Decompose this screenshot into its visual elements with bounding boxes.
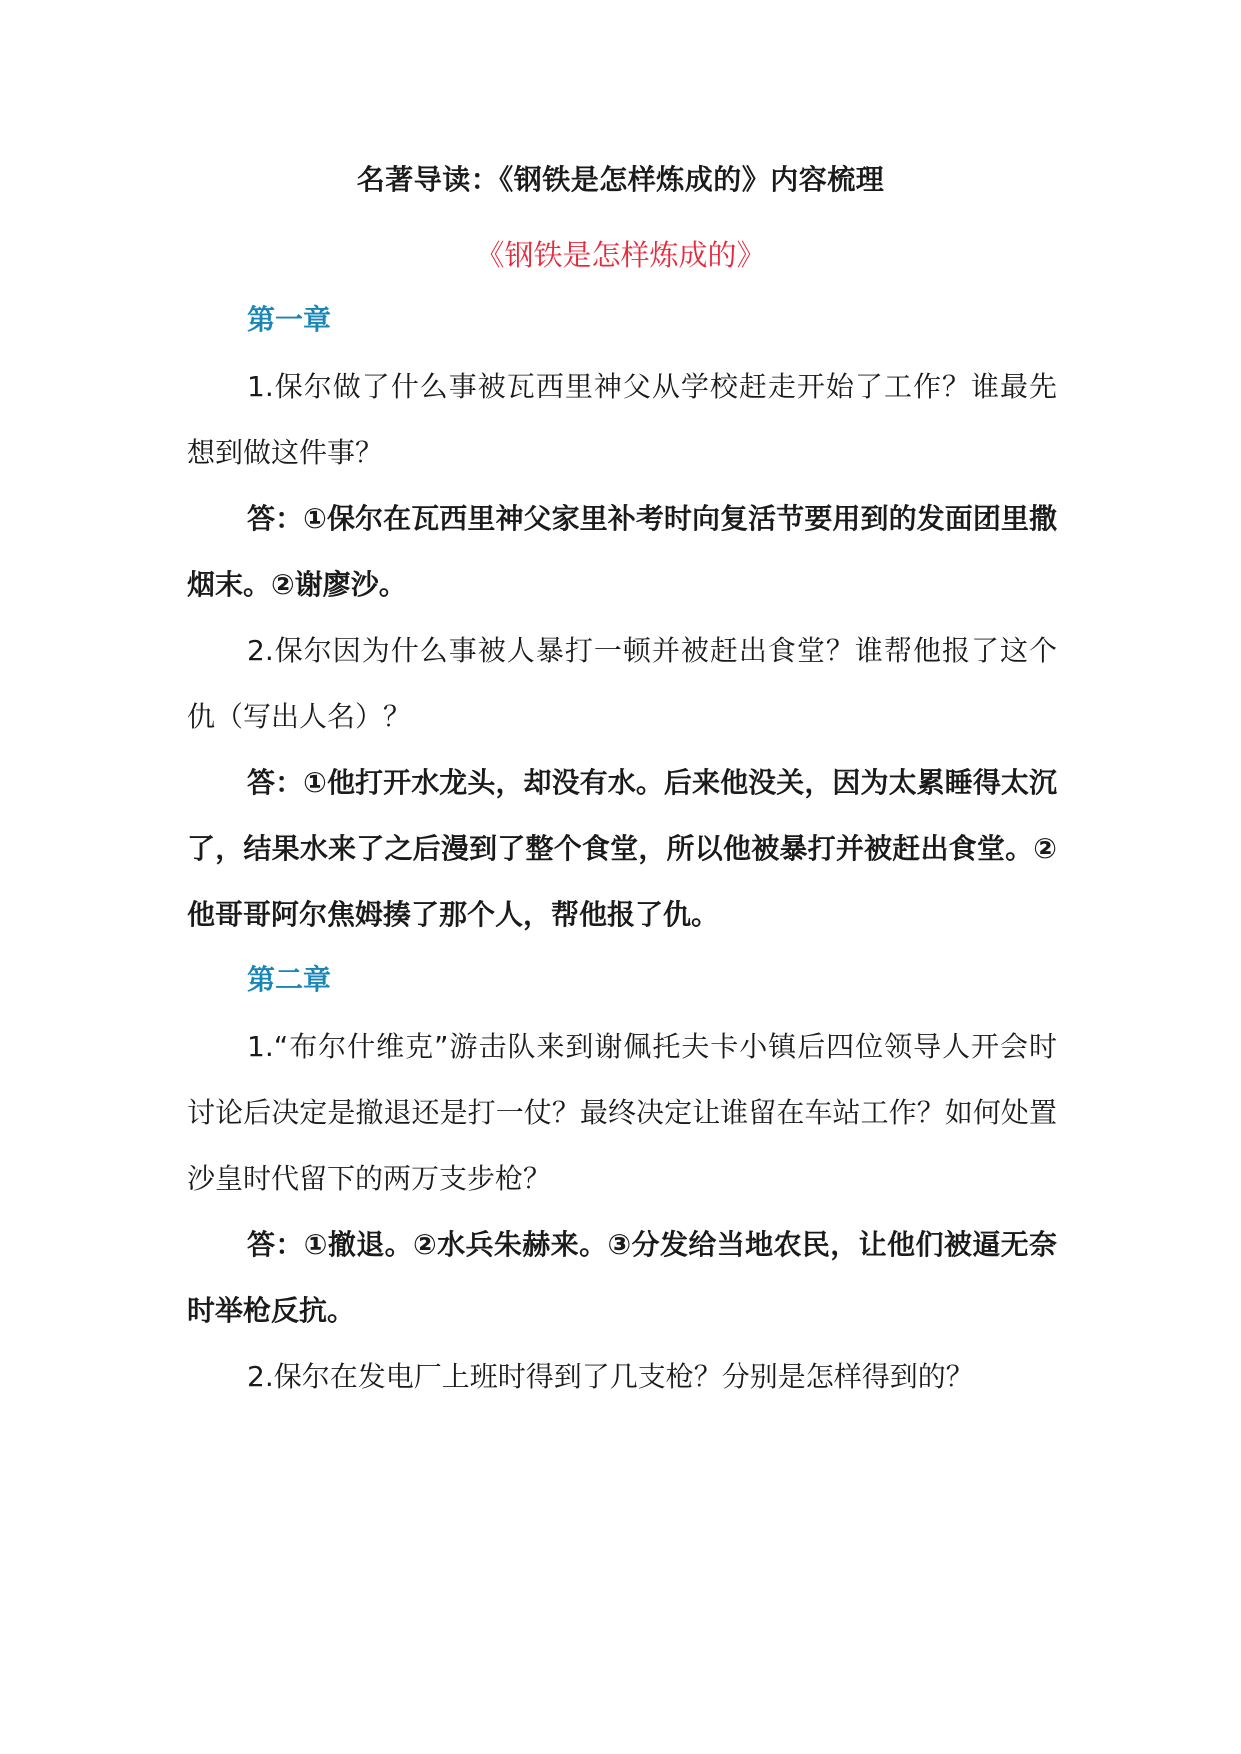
document-body: [187, 300, 1057, 1410]
book-title: 《钢铁是怎样炼成的》: [475, 238, 766, 272]
chapter-section-2: [187, 960, 1057, 1410]
chapter-heading: 第二章: [247, 963, 332, 996]
question-text: 2.保尔在发电厂上班时得到了几支枪？分别是怎样得到的？: [247, 1360, 974, 1393]
question-text: 1.保尔做了什么事被瓦西里神父从学校赶走开始了工作？谁最先想到做这件事？: [187, 370, 1057, 469]
answer-text: 答：①撤退。②水兵朱赫来。③分发给当地农民，让他们被逼无奈时举枪反抗。: [187, 1228, 1057, 1327]
question-text: 1.“布尔什维克”游击队来到谢佩托夫卡小镇后四位领导人开会时讨论后决定是撤退还是打一仗？最终决定让谁留在车站工作？如何处置沙皇时代留下的两万支步枪？: [187, 1030, 1057, 1195]
chapter-heading: 第一章: [247, 303, 332, 336]
question-text: 2.保尔因为什么事被人暴打一顿并被赶出食堂？谁帮他报了这个仇（写出人名）？: [187, 634, 1057, 733]
document-title: 名著导读：《钢铁是怎样炼成的》内容梳理: [356, 163, 885, 196]
chapter-section-1: [187, 300, 1057, 948]
answer-text: 答：①他打开水龙头，却没有水。后来他没关，因为太累睡得太沉了，结果水来了之后漫到了整个食堂，所以他被暴打并被赶出食堂。②他哥哥阿尔焦姆揍了那个人，帮他报了仇。: [187, 766, 1057, 931]
answer-text: 答：①保尔在瓦西里神父家里补考时向复活节要用到的发面团里撒烟末。②谢廖沙。: [187, 502, 1057, 601]
